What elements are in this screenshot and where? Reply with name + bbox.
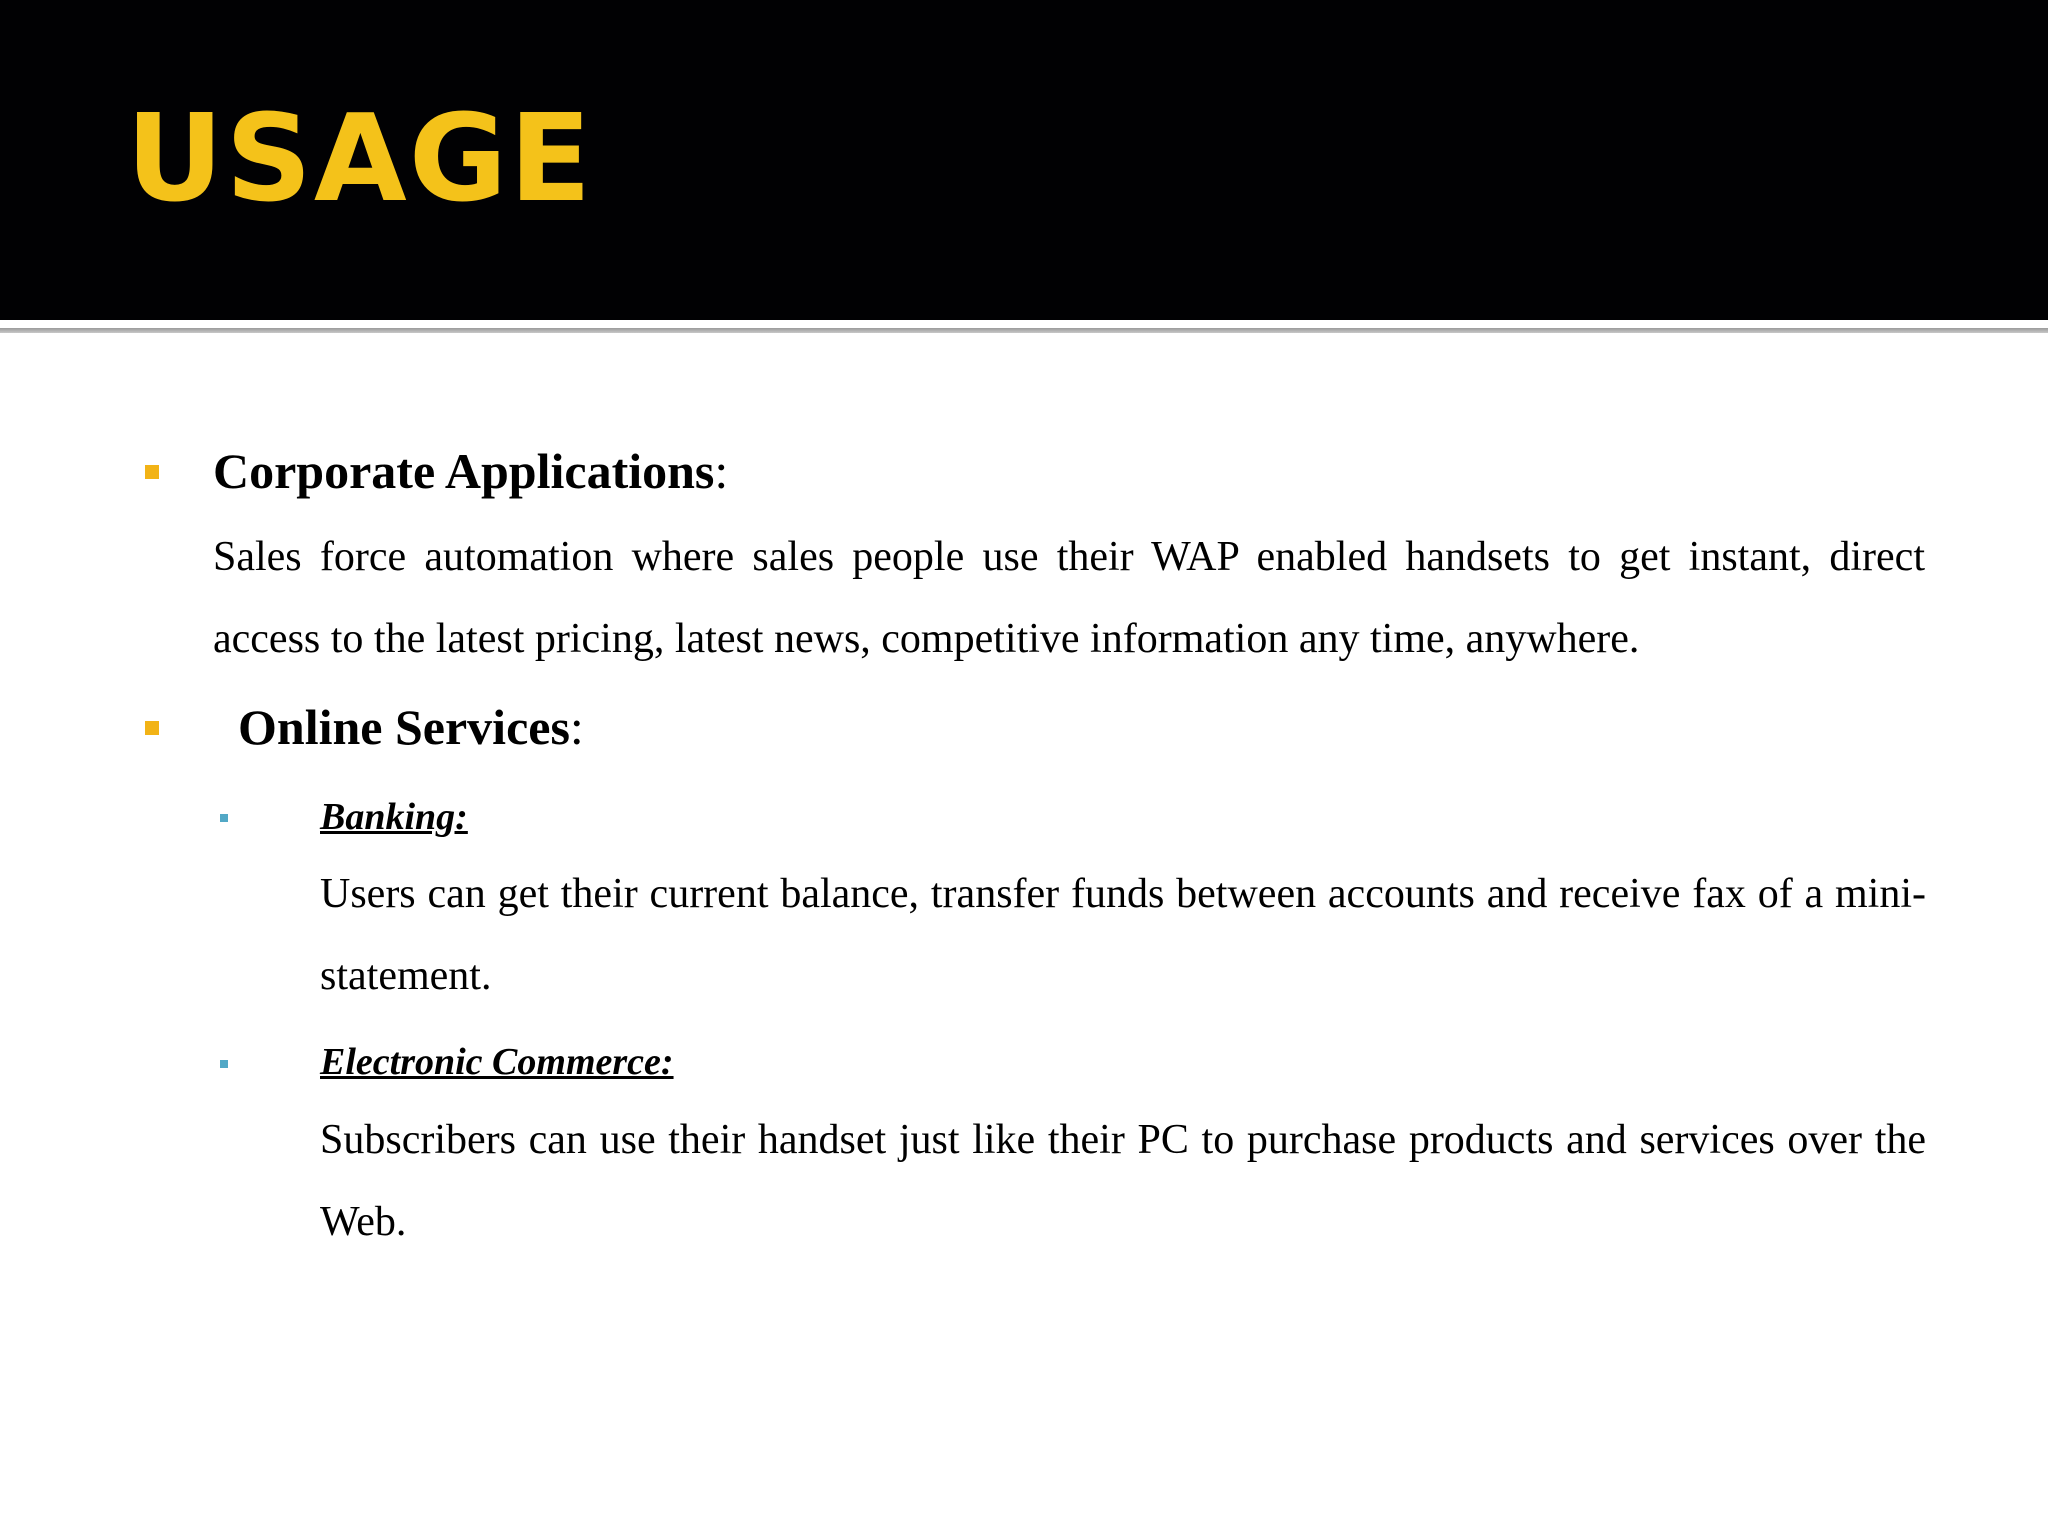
corporate-applications-description: Sales force automation where sales people use their WAP enabled handsets to get instant, direct access to the latest pricing, latest news, competitive information any time, anywhere. — [213, 534, 1925, 662]
slide-title: USAGE — [126, 90, 594, 229]
square-bullet-icon — [145, 465, 159, 479]
corporate-applications-label: Corporate Applications — [213, 443, 715, 499]
corporate-applications-heading — [213, 443, 729, 499]
online-services-heading — [238, 699, 584, 755]
square-bullet-icon — [145, 721, 159, 735]
small-square-bullet-icon — [220, 814, 228, 822]
banking-heading: Banking: — [320, 796, 468, 838]
online-services-label: Online Services — [238, 699, 570, 755]
electronic-commerce-heading: Electronic Commerce: — [320, 1041, 674, 1083]
electronic-commerce-description: Subscribers can use their handset just like their PC to purchase products and services over the Web. — [320, 1117, 1926, 1245]
heading-colon: : — [714, 443, 729, 499]
heading-colon: : — [569, 699, 584, 755]
small-square-bullet-icon — [220, 1060, 228, 1068]
banking-description: Users can get their current balance, transfer funds between accounts and receive fax of a mini-statement. — [320, 871, 1926, 999]
